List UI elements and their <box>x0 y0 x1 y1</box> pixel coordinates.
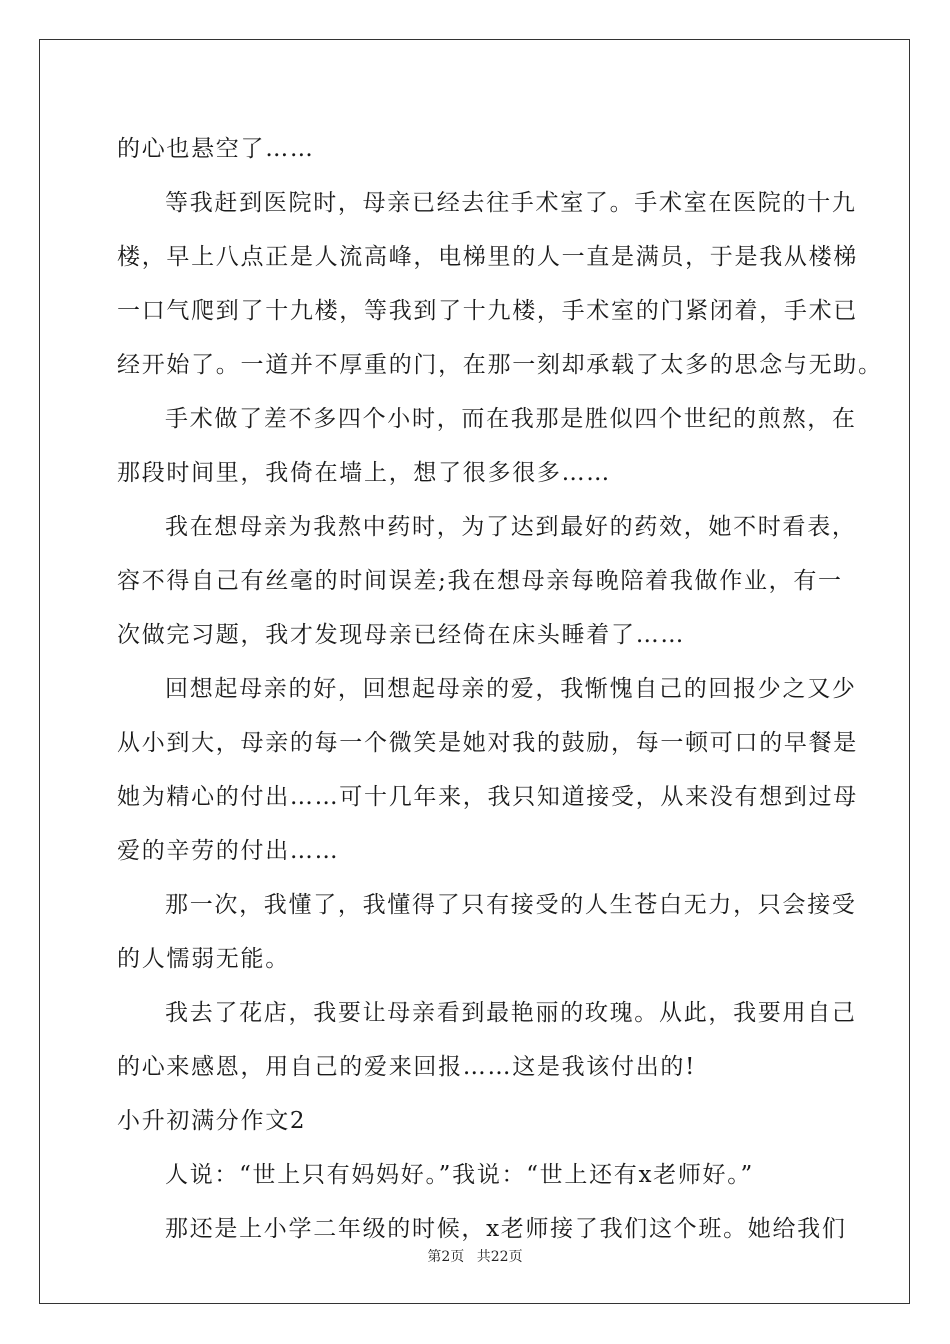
text-line: 人说：“世上只有妈妈好。”我说：“世上还有x老师好。” <box>165 1162 754 1188</box>
text-line: 的心来感恩，用自己的爱来回报……这是我该付出的! <box>117 1054 697 1080</box>
text-line: 爱的辛劳的付出…… <box>117 838 340 864</box>
text-line: 的人懦弱无能。 <box>117 946 290 972</box>
text-line: 楼，早上八点正是人流高峰，电梯里的人一直是满员，于是我从楼梯 <box>117 244 858 270</box>
text-line: 从小到大，母亲的每一个微笑是她对我的鼓励，每一顿可口的早餐是 <box>117 730 858 756</box>
text-line: 那段时间里，我倚在墙上，想了很多很多…… <box>117 460 611 486</box>
text-line: 一口气爬到了十九楼，等我到了十九楼，手术室的门紧闭着，手术已 <box>117 298 858 324</box>
text-line: 次做完习题，我才发现母亲已经倚在床头睡着了…… <box>117 622 686 648</box>
page-footer <box>0 1246 950 1266</box>
page-number: 第2页 <box>427 1249 465 1265</box>
text-line: 经开始了。一道并不厚重的门，在那一刻却承载了太多的思念与无助。 <box>117 352 883 378</box>
text-line: 手术做了差不多四个小时，而在我那是胜似四个世纪的煎熬，在 <box>165 406 857 432</box>
text-line: 我去了花店，我要让母亲看到最艳丽的玫瑰。从此，我要用自己 <box>165 1000 857 1026</box>
text-line: 的心也悬空了…… <box>117 136 315 162</box>
text-line: 回想起母亲的好，回想起母亲的爱，我惭愧自己的回报少之又少 <box>165 676 857 702</box>
text-line: 她为精心的付出……可十几年来，我只知道接受，从来没有想到过母 <box>117 784 858 810</box>
text-line: 小升初满分作文2 <box>117 1108 307 1134</box>
total-pages: 共22页 <box>476 1249 523 1265</box>
text-line: 等我赶到医院时，母亲已经去往手术室了。手术室在医院的十九 <box>165 190 857 216</box>
text-line: 容不得自己有丝毫的时间误差;我在想母亲每晚陪着我做作业，有一 <box>117 568 843 594</box>
document-body <box>117 122 883 1256</box>
text-line: 那一次，我懂了，我懂得了只有接受的人生苍白无力，只会接受 <box>165 892 857 918</box>
text-line: 那还是上小学二年级的时候，x老师接了我们这个班。她给我们 <box>165 1216 847 1242</box>
text-line: 我在想母亲为我熬中药时，为了达到最好的药效，她不时看表， <box>165 514 857 540</box>
